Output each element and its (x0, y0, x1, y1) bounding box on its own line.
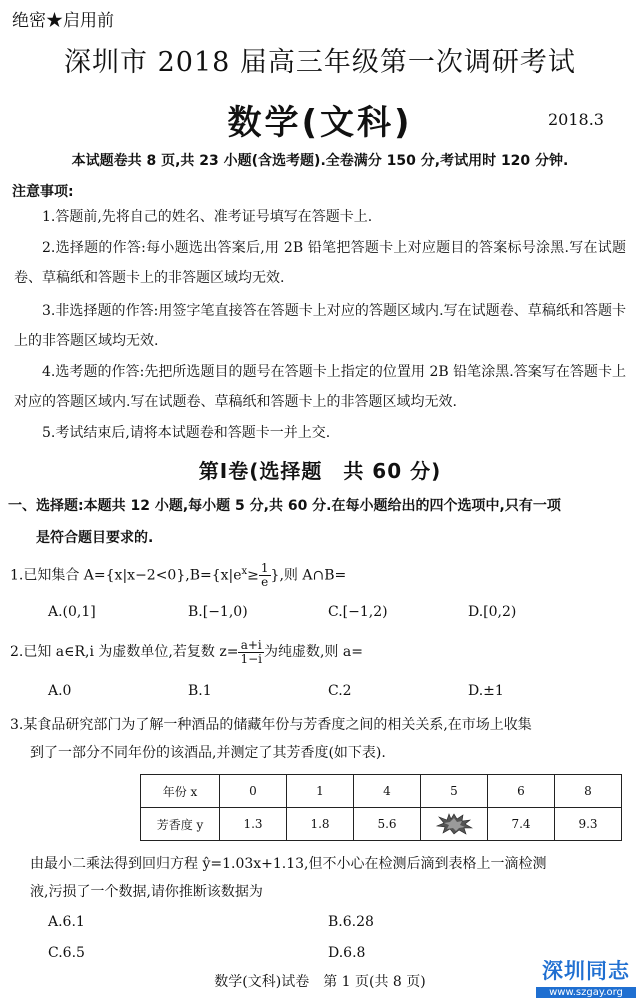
notice-item: 2.选择题的作答:每小题选出答案后,用 2B 铅笔把答题卡上对应题目的答案标号涂黑.写在试题卷、草稿纸和答题卡上的非答题区域均无效. (14, 240, 626, 286)
q1-fraction-numerator: 1 (260, 561, 269, 576)
option-d: D.[0,2) (468, 604, 517, 620)
subject-title: 数学(文科) (227, 103, 413, 143)
question-1-options (48, 604, 608, 620)
logo-name: 深圳同志 (542, 959, 630, 983)
q2-stem-part: 为纯虚数,则 a= (263, 644, 363, 660)
page-footer: 数学(文科)试卷 第 1 页(共 8 页) (214, 974, 426, 990)
option-b: B.[−1,0) (188, 604, 248, 620)
watermark-logo (536, 955, 636, 1003)
q1-fraction (259, 562, 271, 589)
q2-fraction-denominator: 1−i (240, 651, 262, 666)
option-c: C.[−1,2) (328, 604, 388, 620)
table-cell: 4 (354, 775, 421, 808)
question-3-options-row2 (48, 945, 608, 961)
table-cell: 9.3 (555, 808, 622, 841)
table-cell: 5.6 (354, 808, 421, 841)
table-row (141, 808, 622, 841)
option-b: B.6.28 (328, 914, 374, 930)
logo-url: www.szgay.org (536, 987, 636, 998)
option-c: C.6.5 (48, 945, 85, 961)
question-3-stem-line1: 3.某食品研究部门为了解一种酒品的储藏年份与芳香度之间的相关关系,在市场上收集 (10, 717, 532, 733)
question-2-stem (10, 637, 630, 667)
q2-fraction-numerator: a+i (238, 639, 264, 653)
data-table (140, 774, 622, 841)
exam-title: 深圳市 2018 届高三年级第一次调研考试 (64, 47, 576, 78)
table-cell: 1 (287, 775, 354, 808)
notice-item: 4.选考题的作答:先把所选题目的题号在答题卡上指定的位置用 2B 铅笔涂黑.答案写在答题卡上对应的答题区域内.写在试题卷、草稿纸和答题卡上的非答题区域均无效. (14, 364, 626, 410)
option-d: D.±1 (468, 683, 504, 699)
notice-item: 1.答题前,先将自己的姓名、准考证号填写在答题卡上. (42, 209, 373, 225)
q1-stem-part: ≥ (247, 567, 259, 584)
table-cell: 0 (220, 775, 287, 808)
question-3-after-line2: 液,污损了一个数据,请你推断该数据为 (30, 884, 263, 900)
table-row (141, 775, 622, 808)
option-a: A.0 (48, 683, 72, 699)
question-3-after-line1: 由最小二乘法得到回归方程 ŷ=1.03x+1.13,但不小心在检测后滴到表格上一滴检测 (30, 856, 547, 872)
ink-stain-icon (435, 813, 473, 835)
question-1-stem (10, 557, 630, 591)
table-cell: 5 (421, 775, 488, 808)
option-a: A.(0,1] (48, 604, 96, 620)
section-desc-line2: 是符合题目要求的. (36, 530, 154, 546)
table-cell: 芳香度 y (141, 808, 220, 841)
question-3-stem-line2: 到了一部分不同年份的该酒品,并测定了其芳香度(如下表). (30, 745, 386, 761)
table-cell: 6 (488, 775, 555, 808)
notice-item: 5.考试结束后,请将本试题卷和答题卡一并上交. (42, 425, 331, 441)
table-cell: 1.8 (287, 808, 354, 841)
table-cell-stained (421, 808, 488, 841)
section-description (8, 490, 628, 554)
q1-stem-part: },则 A∩B= (270, 567, 347, 584)
section-title: 第Ⅰ卷(选择题 共 60 分) (198, 459, 442, 483)
option-a: A.6.1 (48, 914, 85, 930)
q2-fraction (238, 639, 264, 666)
table-cell: 1.3 (220, 808, 287, 841)
option-b: B.1 (188, 683, 212, 699)
option-c: C.2 (328, 683, 352, 699)
question-2-options (48, 683, 608, 699)
notice-item: 3.非选择题的作答:用签字笔直接答在答题卡上对应的答题区域内.写在试题卷、草稿纸和答题卡上的非答题区域均无效. (14, 303, 626, 349)
table-cell: 7.4 (488, 808, 555, 841)
q1-exponent: x (241, 566, 248, 577)
question-3-options-row1 (48, 914, 608, 930)
table-cell: 年份 x (141, 775, 220, 808)
section-desc-line1: 一、选择题:本题共 12 小题,每小题 5 分,共 60 分.在每小题给出的四个选项中,只有一项 (8, 498, 561, 514)
option-d: D.6.8 (328, 945, 366, 961)
notice-heading: 注意事项: (12, 184, 74, 200)
exam-date: 2018.3 (548, 110, 604, 129)
q2-stem-part: 2.已知 a∈R,i 为虚数单位,若复数 z= (10, 644, 239, 660)
q1-stem-part: 1.已知集合 A={x|x−2<0},B={x|e (10, 567, 242, 584)
table-cell: 8 (555, 775, 622, 808)
q1-fraction-denominator: e (261, 575, 269, 590)
exam-intro: 本试题卷共 8 页,共 23 小题(含选考题).全卷满分 150 分,考试用时 120 分钟. (71, 153, 569, 169)
confidential-label: 绝密★启用前 (12, 11, 114, 31)
